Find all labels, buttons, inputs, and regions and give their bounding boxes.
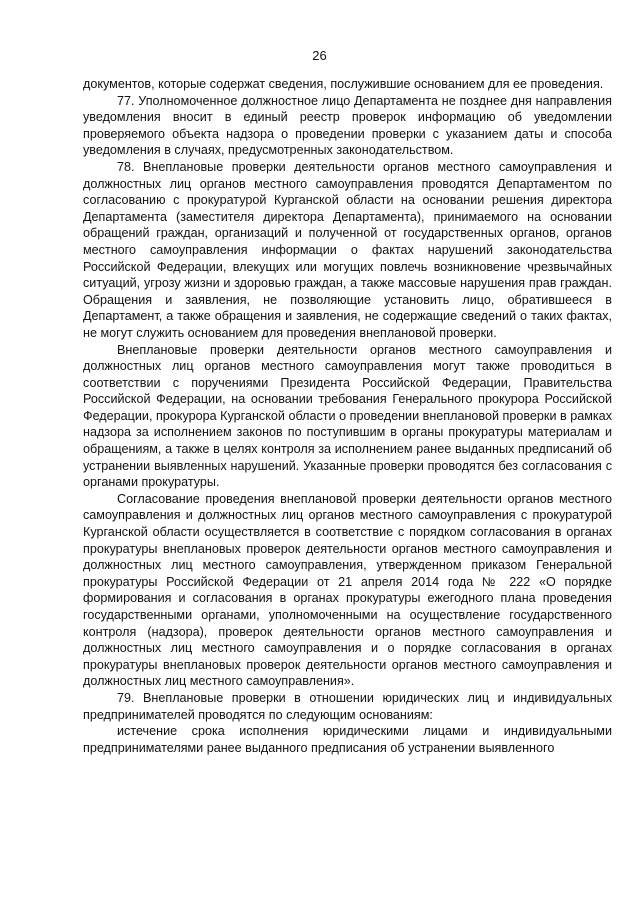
paragraph-78-unplanned-inspections: Внеплановые проверки деятельности органов местного самоуправления и должностных лиц органов местного самоуправления могут также проводиться в соответствии с поручениями Президента Российской Федерации, Правительства Российской Федерации, на основании требования Генерального прокурора Российской Федерации, прокурора Курганской области о проведении внеплановой проверки в рамках надзора за исполнением законов по поступившим в органы прокуратуры материалам и обращениям, а также в целях контроля за исполнением ранее выданных предписаний об устранении выявленных нарушений. Указанные проверки проводятся без согласования с органами прокуратуры.: [83, 342, 612, 490]
paragraph-79: 79. Внеплановые проверки в отношении юридических лиц и индивидуальных предпринимателей проводятся по следующим основаниям:: [83, 690, 612, 722]
paragraph-continuation: документов, которые содержат сведения, послужившие основанием для ее проведения.: [83, 77, 604, 91]
paragraph-77: 77. Уполномоченное должностное лицо Департамента не позднее дня направления уведомления вносит в единый реестр проверок информацию об уведомлении проверяемого объекта надзора о проведении проверки с указанием даты и способа уведомления в случаях, предусмотренных законодательством.: [83, 93, 612, 158]
paragraph-79-item: истечение срока исполнения юридическими лицами и индивидуальными предпринимателями ранее выданного предписания об устранении выявленного: [83, 724, 612, 755]
paragraph-78: 78. Внеплановые проверки деятельности органов местного самоуправления и должностных лиц органов местного самоуправления проводятся Департаментом по согласованию с прокуратурой Курганской области на основании решения директора Департамента (заместителя директора Департамента), принимаемого на основании обращений граждан, организаций и полученной от государственных органов, органов местного самоуправления информации о фактах нарушений законодательства Российской Федерации, влекущих или могущих повлечь возникновение чрезвычайных ситуаций, угрозу жизни и здоровью граждан, а также массовые нарушения прав граждан. Обращения и заявления, не позволяющие установить лицо, обратившееся в Департамент, а также обращения и заявления, не содержащие сведений о таких фактах, не могут служить основанием для проведения внеплановой проверки.: [83, 159, 612, 340]
paragraph-78-approval: Согласование проведения внеплановой проверки деятельности органов местного самоуправления и должностных лиц органов местного самоуправления с прокуратурой Курганской области осуществляется в соответствие с порядком согласования в органах прокуратуры внеплановых проверок деятельности органов местного самоуправления и должностных лиц местного самоуправления, утвержденном приказом Генеральной прокуратуры Российской Федерации от 21 апреля 2014 года № 222 «О порядке формирования и согласования в органах прокуратуры ежегодного плана проведения государственными органами, уполномоченными на осуществление государственного контроля (надзора), проверок деятельности органов местного самоуправления и должностных лиц местного самоуправления и о порядке согласования в органах прокуратуры внеплановых проверок деятельности органов местного самоуправления и должностных лиц местного самоуправления».: [83, 491, 612, 689]
document-body: [83, 76, 612, 756]
page-number: 26: [312, 48, 327, 63]
